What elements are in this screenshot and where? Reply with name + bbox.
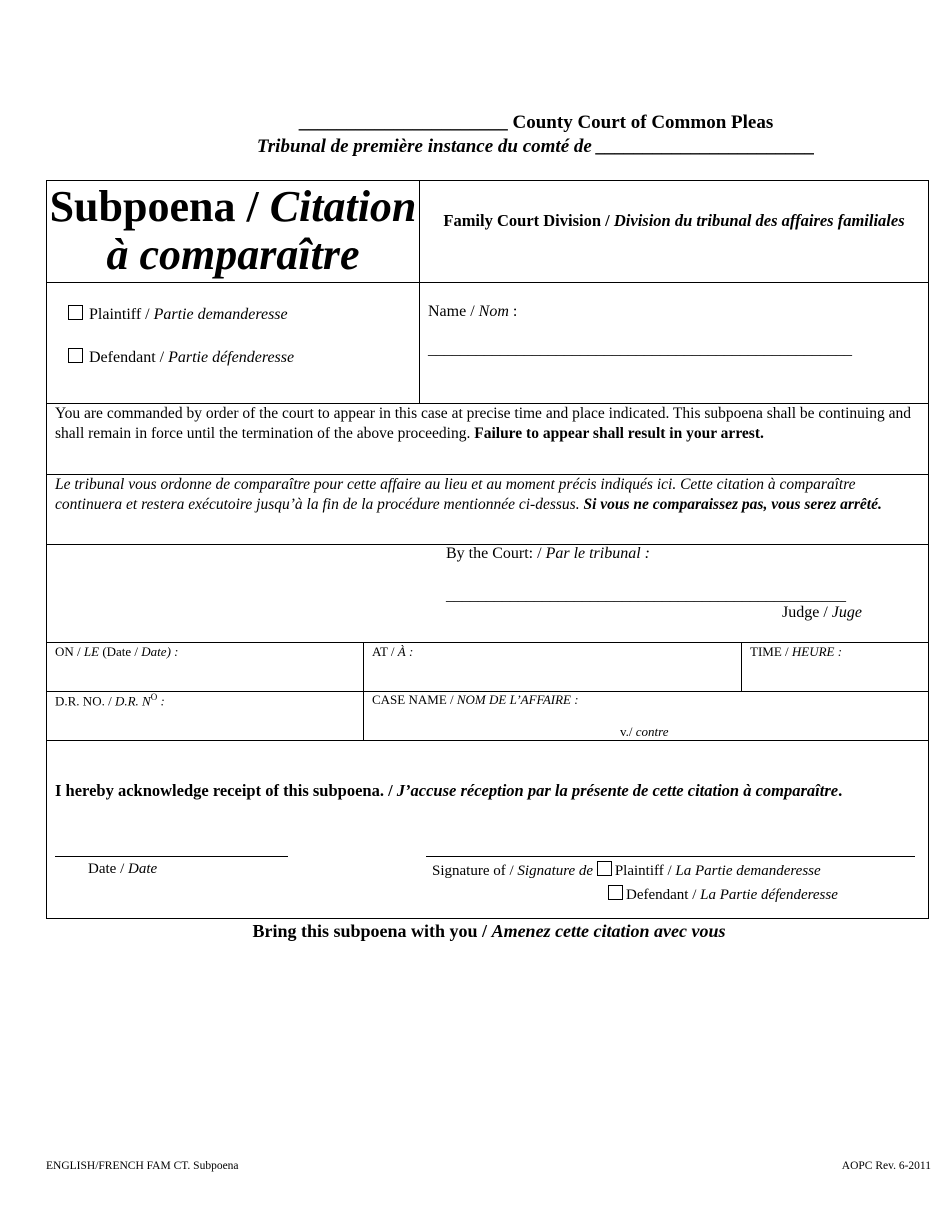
time-field[interactable]: TIME / HEURE :: [750, 644, 843, 659]
ack-defendant-option[interactable]: Defendant / La Partie défenderesse: [608, 885, 838, 904]
ack-plaintiff-option[interactable]: Plaintiff / La Partie demanderesse: [597, 863, 821, 879]
court-heading-fr: Tribunal de première instance du comté de _______________________: [256, 136, 816, 157]
divider: [47, 282, 928, 283]
form-id-left: ENGLISH/FRENCH FAM CT. Subpoena: [46, 1160, 239, 1172]
plaintiff-option[interactable]: Plaintiff / Partie demanderesse: [68, 305, 288, 324]
judge-signature-line[interactable]: __________________________________________________: [446, 587, 846, 604]
dr-number-field[interactable]: D.R. NO. / D.R. $N^O$ :: [55, 692, 165, 709]
command-fr: Le tribunal vous ordonne de comparaître pour cette affaire au lieu et au moment précis indiqués ici. Cette citation à comparaître continuera et restera exécutoire jusqu’à la fin de la procédure mentionnée ci-dessus. Si vous ne comparaissez pas, vous serez arrêté.: [55, 476, 882, 513]
signature-of-label: Signature of / Signature de Plaintiff / La Partie demanderesse: [432, 863, 821, 879]
divider: [47, 740, 928, 741]
ack-plaintiff-checkbox[interactable]: [597, 861, 612, 876]
command-en: You are commanded by order of the court to appear in this case at precise time and place indicated. This subpoena shall be continuing and shall remain in force until the termination of the above proceeding. Failure to appear shall result in your arrest.: [55, 405, 911, 442]
form-title: Subpoena / Citation à comparaître: [49, 182, 417, 279]
divider: [47, 642, 928, 643]
acknowledge-statement: I hereby acknowledge receipt of this subpoena. / J’accuse réception par la présente de cette citation à comparaître.: [55, 781, 843, 800]
divider: [741, 642, 742, 691]
bring-subpoena-note: Bring this subpoena with you / Amenez cette citation avec vous: [252, 921, 726, 941]
on-date-field[interactable]: ON / LE (Date / Date) :: [55, 644, 179, 659]
comte-blank[interactable]: _______________________: [596, 136, 816, 157]
division-heading: Family Court Division / Division du tribunal des affaires familiales: [443, 211, 905, 230]
ack-defendant-checkbox[interactable]: [608, 885, 623, 900]
name-input-line[interactable]: _____________________________________________________: [428, 341, 852, 358]
plaintiff-checkbox[interactable]: [68, 305, 83, 320]
county-blank[interactable]: ______________________: [298, 112, 508, 133]
defendant-option[interactable]: Defendant / Partie défenderesse: [68, 348, 294, 367]
judge-label: Judge / Juge: [782, 604, 862, 621]
date-signature-line[interactable]: [55, 856, 288, 857]
divider: [363, 642, 364, 740]
name-label: Name / Nom :: [428, 303, 518, 320]
court-heading-en: ______________________ County Court of Common Pleas: [298, 112, 774, 133]
case-name-field[interactable]: CASE NAME / NOM DE L’AFFAIRE :: [372, 692, 579, 707]
at-place-field[interactable]: AT / À :: [372, 644, 414, 659]
subpoena-form: [46, 180, 929, 919]
date-label: Date / Date: [88, 861, 158, 877]
by-the-court-label: By the Court: / Par le tribunal :: [446, 545, 650, 562]
versus-label: v./ contre: [620, 724, 669, 739]
form-revision: AOPC Rev. 6-2011: [841, 1160, 931, 1172]
defendant-checkbox[interactable]: [68, 348, 83, 363]
recipient-signature-line[interactable]: [426, 856, 915, 857]
